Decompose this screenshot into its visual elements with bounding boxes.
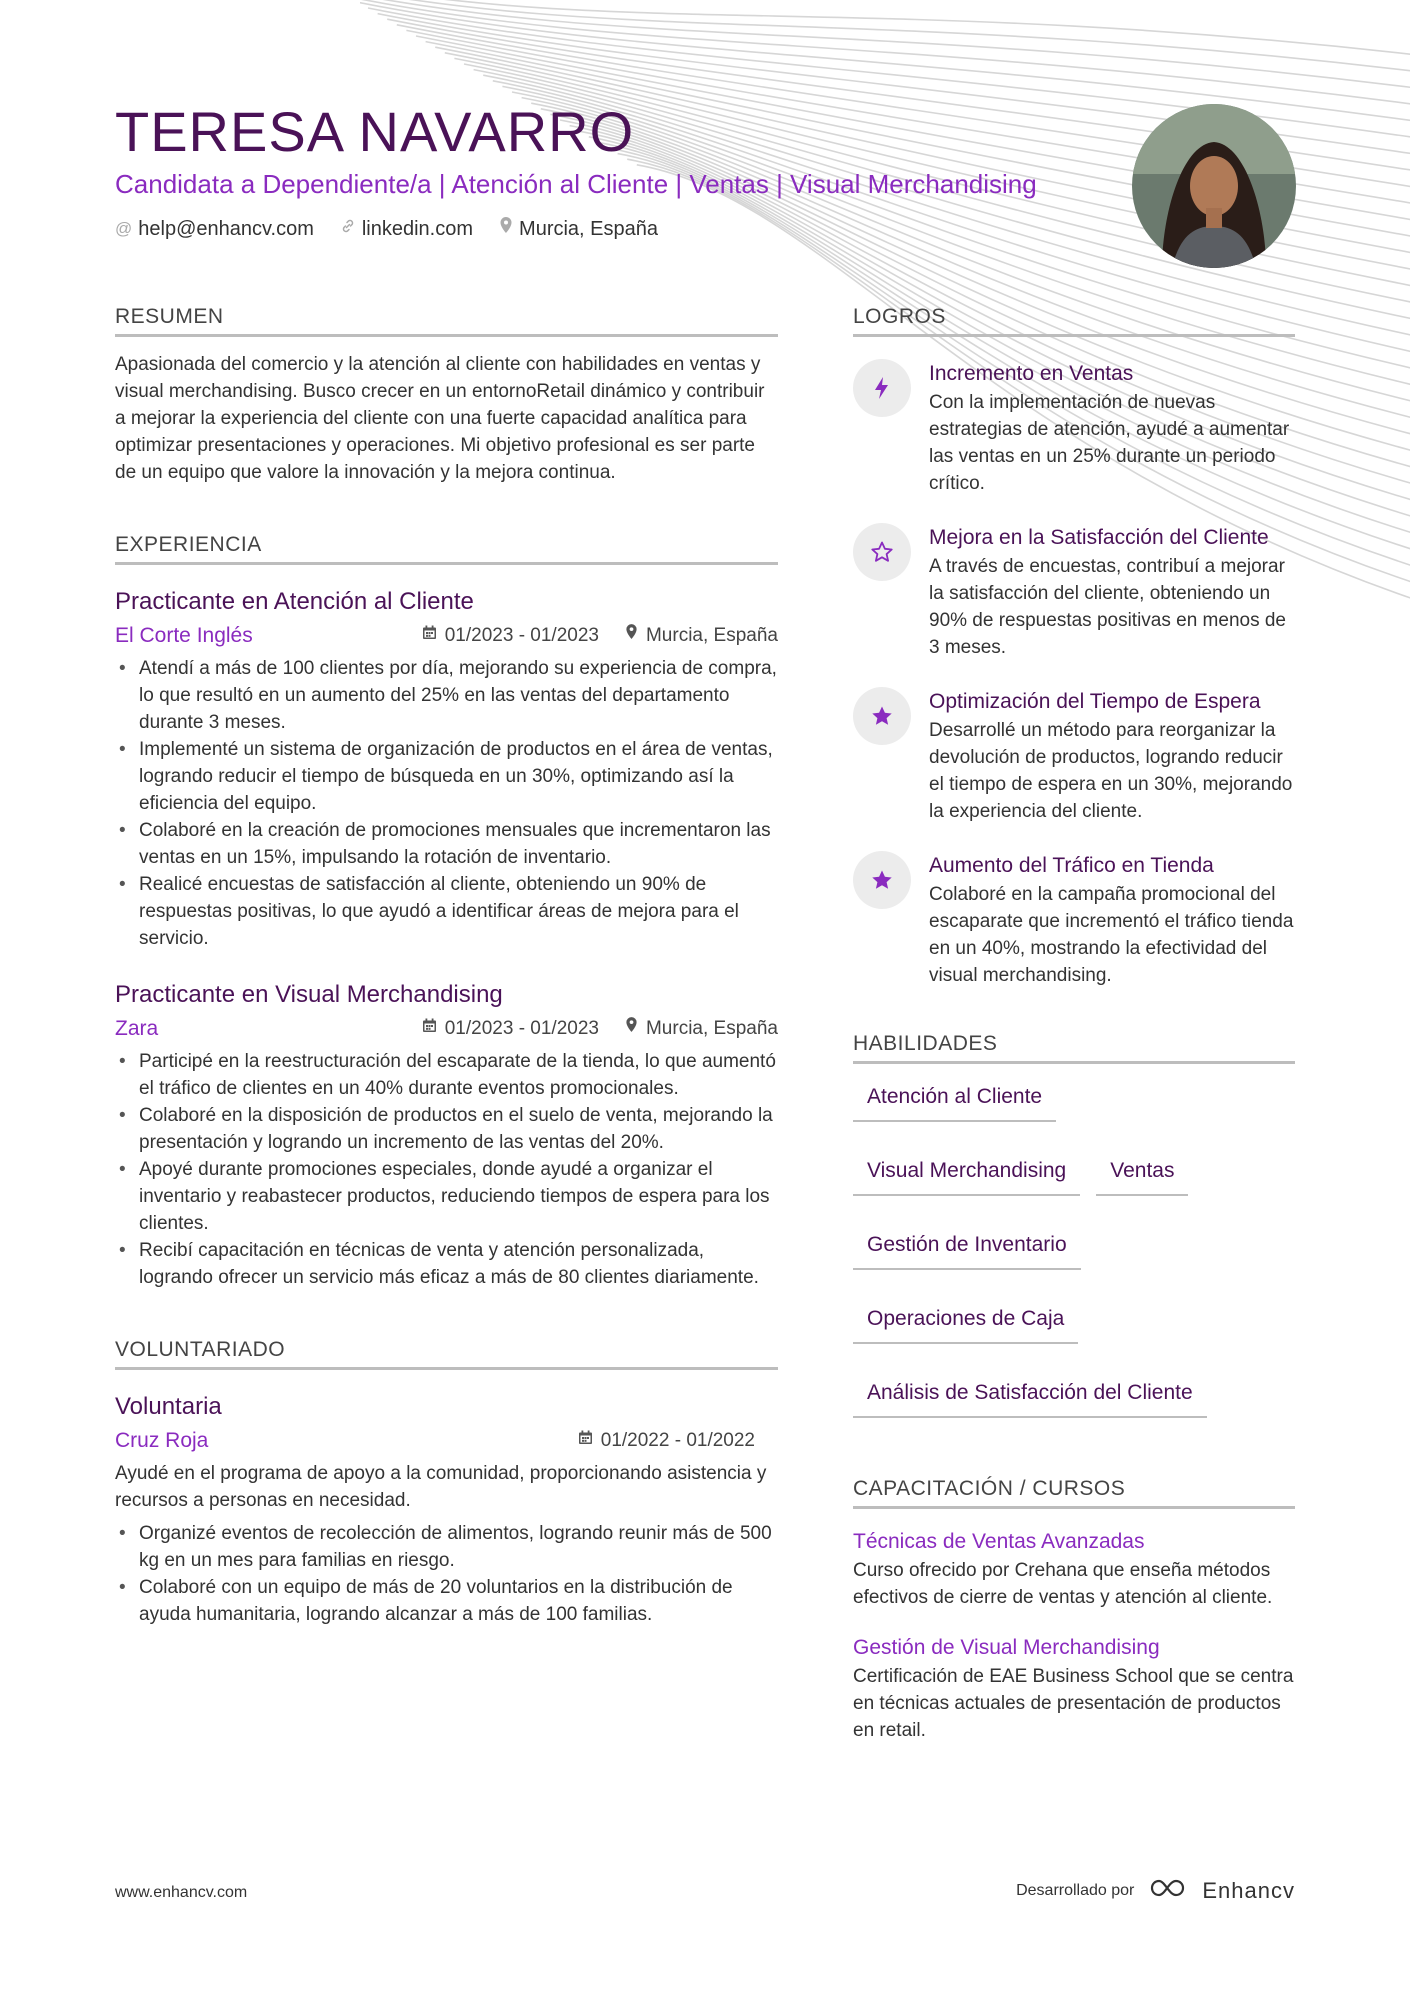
star-filled-icon <box>853 687 911 745</box>
experience-section <box>115 530 778 1291</box>
skill-tag: Visual Merchandising <box>853 1150 1080 1196</box>
achievement-desc: Con la implementación de nuevas estrategias de atención, ayudé a aumentar las ventas en un 25% durante un periodo crítico. <box>929 392 1290 494</box>
wave-line <box>360 0 1410 60</box>
volunteer-dates <box>578 1426 755 1456</box>
course-title: Técnicas de Ventas Avanzadas <box>853 1530 1145 1553</box>
job-dates <box>422 1014 599 1044</box>
achievement-desc: Colaboré en la campaña promocional del escaparate que incrementó el tráfico tienda en un 40%, mostrando la efectividad del visual merchandising. <box>929 884 1294 986</box>
volunteer-bullets <box>115 1520 778 1628</box>
achievement-title: Mejora en la Satisfacción del Cliente <box>929 526 1269 549</box>
right-column <box>853 302 1295 1772</box>
job-entry <box>115 978 778 1291</box>
skills-section <box>853 1029 1295 1418</box>
contact-row <box>115 214 658 244</box>
volunteer-heading: VOLUNTARIADO <box>115 1335 778 1370</box>
skill-tag: Análisis de Satisfacción del Cliente <box>853 1372 1207 1418</box>
star-outline-icon <box>853 523 911 581</box>
achievements-heading: LOGROS <box>853 302 1295 337</box>
achievement-desc: Desarrollé un método para reorganizar la devolución de productos, logrando reducir el tiempo de espera en un 30%, mejorando la experiencia del cliente. <box>929 720 1293 822</box>
skill-tag: Operaciones de Caja <box>853 1298 1078 1344</box>
powered-by-text: Desarrollado por <box>1016 1882 1135 1899</box>
skill-tag: Gestión de Inventario <box>853 1224 1081 1270</box>
volunteer-description: Ayudé en el programa de apoyo a la comunidad, proporcionando asistencia y recursos a personas en necesidad. <box>115 1463 767 1511</box>
course-item <box>853 1633 1295 1744</box>
location-pin-icon <box>625 621 638 651</box>
skills-heading: HABILIDADES <box>853 1029 1295 1064</box>
job-company: El Corte Inglés <box>115 624 253 647</box>
skill-tag: Ventas <box>1096 1150 1188 1196</box>
achievement-item <box>853 851 1295 989</box>
job-bullet: • Colaboré en la disposición de productos en el suelo de venta, mejorando la presentación y logrando un incremento de las ventas del 20%. <box>139 1102 778 1156</box>
achievement-title: Aumento del Tráfico en Tienda <box>929 854 1214 877</box>
summary-heading: RESUMEN <box>115 302 778 337</box>
left-column <box>115 302 778 1656</box>
job-dates-text: 01/2023 - 01/2023 <box>444 625 599 646</box>
achievement-item <box>853 359 1295 497</box>
courses-heading: CAPACITACIÓN / CURSOS <box>853 1474 1295 1509</box>
volunteer-dates-text: 01/2022 - 01/2022 <box>600 1430 755 1451</box>
achievement-item <box>853 523 1295 661</box>
enhancv-logo[interactable] <box>1148 1876 1295 1906</box>
contact-location-text: Murcia, España <box>519 218 658 240</box>
profile-photo <box>1132 104 1296 268</box>
volunteer-role: Voluntaria <box>115 1393 222 1420</box>
at-icon: @ <box>115 219 133 238</box>
job-entry <box>115 585 778 952</box>
volunteer-meta <box>115 1426 755 1456</box>
achievement-title: Incremento en Ventas <box>929 362 1134 385</box>
course-item <box>853 1527 1295 1611</box>
job-meta <box>115 1014 778 1044</box>
job-title: Practicante en Atención al Cliente <box>115 588 474 615</box>
footer-website[interactable]: www.enhancv.com <box>115 1884 248 1901</box>
summary-text: Apasionada del comercio y la atención al cliente con habilidades en ventas y visual merchandising. Busco crecer en un entornoRetail dinámico y contribuir a mejorar la experiencia del cliente con una fuerte capacidad analítica para optimizar presentaciones y operaciones. Mi objetivo profesional es ser parte de un equipo que valore la innovación y la mejora continua. <box>115 354 765 483</box>
job-dates <box>422 621 599 651</box>
job-bullet: • Participé en la reestructuración del escaparate de la tienda, lo que aumentó el tráfico de clientes en un 40% durante eventos promocionales. <box>139 1048 778 1102</box>
link-icon <box>340 214 356 244</box>
calendar-icon <box>422 621 437 651</box>
job-bullet: • Colaboré en la creación de promociones mensuales que incrementaron las ventas en un 15%, impulsando la rotación de inventario. <box>139 817 778 871</box>
enhancv-logo-text: Enhancv <box>1202 1878 1295 1903</box>
footer-branding <box>1016 1876 1295 1906</box>
wave-line <box>360 0 1410 94</box>
experience-heading: EXPERIENCIA <box>115 530 778 565</box>
skills-list <box>853 1076 1295 1418</box>
achievement-item <box>853 687 1295 825</box>
volunteer-bullet: • Organizé eventos de recolección de alimentos, logrando reunir más de 500 kg en un mes para familias en riesgo. <box>139 1520 778 1574</box>
job-dates-text: 01/2023 - 01/2023 <box>444 1018 599 1039</box>
star-filled-icon <box>853 851 911 909</box>
job-bullet: • Atendí a más de 100 clientes por día, mejorando su experiencia de compra, lo que resultó en un aumento del 25% en las ventas del departamento durante 3 meses. <box>139 655 778 736</box>
wave-line <box>360 0 1410 77</box>
job-meta <box>115 621 778 651</box>
candidate-headline: Candidata a Dependiente/a | Atención al Cliente | Ventas | Visual Merchandising <box>115 169 1037 199</box>
skill-tag: Atención al Cliente <box>853 1076 1056 1122</box>
candidate-name: TERESA NAVARRO <box>115 100 635 163</box>
courses-section <box>853 1474 1295 1744</box>
enhancv-logo-icon <box>1148 1876 1192 1906</box>
job-bullet: • Apoyé durante promociones especiales, donde ayudé a organizar el inventario y reabastecer productos, reduciendo tiempos de espera para los clientes. <box>139 1156 778 1237</box>
job-bullet: • Realicé encuestas de satisfacción al cliente, obteniendo un 90% de respuestas positivas, lo que ayudó a identificar áreas de mejora para el servicio. <box>139 871 778 952</box>
wave-line <box>360 0 1410 110</box>
calendar-icon <box>422 1014 437 1044</box>
course-desc: Curso ofrecido por Crehana que enseña métodos efectivos de cierre de ventas y atención al cliente. <box>853 1560 1273 1608</box>
volunteer-entry <box>115 1390 778 1628</box>
job-bullet: • Recibí capacitación en técnicas de venta y atención personalizada, logrando ofrecer un servicio más eficaz a más de 80 clientes diariamente. <box>139 1237 778 1291</box>
job-location-text: Murcia, España <box>645 1018 778 1039</box>
job-location-text: Murcia, España <box>645 625 778 646</box>
calendar-icon <box>578 1426 593 1456</box>
contact-email[interactable] <box>115 214 314 244</box>
job-location <box>625 621 778 651</box>
job-title: Practicante en Visual Merchandising <box>115 981 503 1008</box>
contact-linkedin[interactable] <box>340 214 473 244</box>
course-desc: Certificación de EAE Business School que se centra en técnicas actuales de presentación de productos en retail. <box>853 1666 1294 1741</box>
achievement-desc: A través de encuestas, contribuí a mejorar la satisfacción del cliente, obteniendo un 90% de respuestas positivas en menos de 3 meses. <box>929 556 1286 658</box>
course-title: Gestión de Visual Merchandising <box>853 1636 1160 1659</box>
contact-linkedin-text: linkedin.com <box>361 218 474 240</box>
volunteer-org: Cruz Roja <box>115 1429 209 1452</box>
job-bullets <box>115 1048 778 1291</box>
contact-location <box>499 214 658 244</box>
job-location <box>625 1014 778 1044</box>
job-bullet: • Implementé un sistema de organización de productos en el área de ventas, logrando reducir el tiempo de búsqueda en un 30%, optimizando así la eficiencia del equipo. <box>139 736 778 817</box>
location-pin-icon <box>625 1014 638 1044</box>
lightning-bolt-icon <box>853 359 911 417</box>
achievement-title: Optimización del Tiempo de Espera <box>929 690 1261 713</box>
job-company: Zara <box>115 1017 159 1040</box>
contact-email-text: help@enhancv.com <box>138 218 314 240</box>
volunteer-bullet: • Colaboré con un equipo de más de 20 voluntarios en la distribución de ayuda humanitaria, logrando alcanzar a más de 100 familias. <box>139 1574 778 1628</box>
volunteer-section <box>115 1335 778 1628</box>
job-bullets <box>115 655 778 952</box>
location-pin-icon <box>499 214 513 244</box>
achievements-section <box>853 302 1295 989</box>
summary-section <box>115 302 778 486</box>
